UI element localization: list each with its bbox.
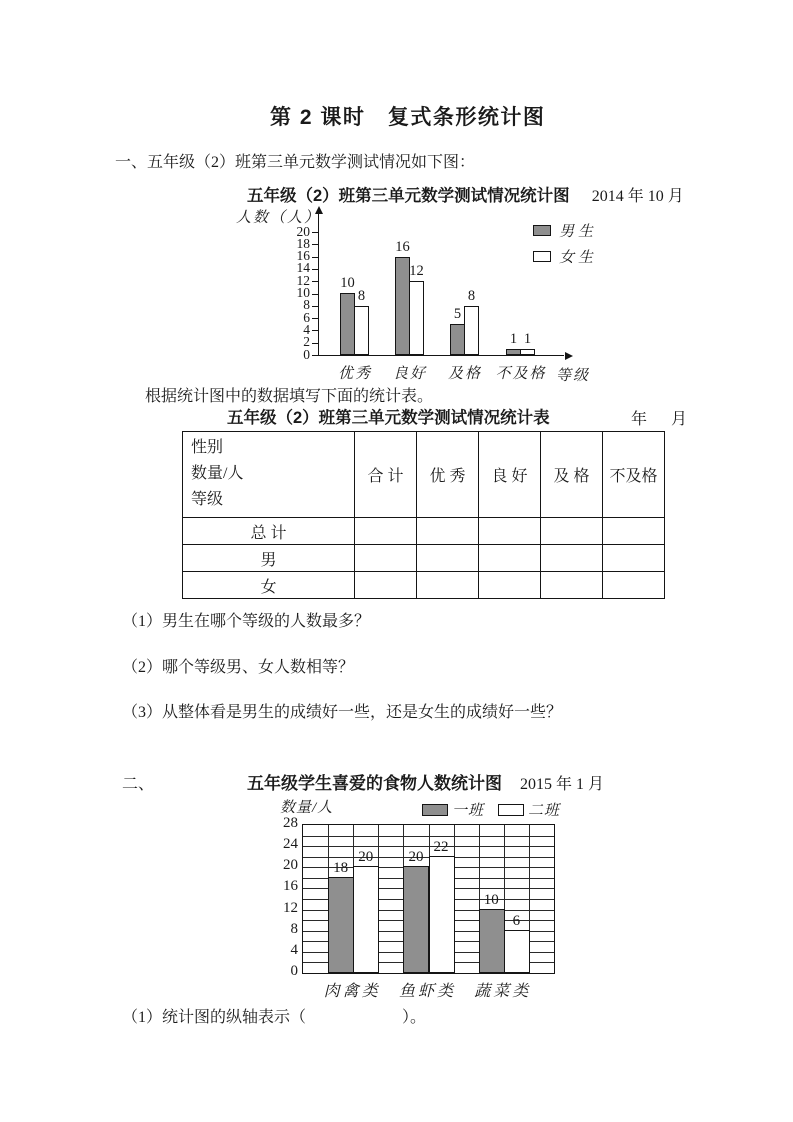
section2-label: 二、 [122, 776, 155, 793]
legend-swatch-icon [533, 251, 551, 262]
bar-一班-肉禽类 [328, 877, 354, 973]
bar-二班-蔬菜类 [504, 930, 530, 973]
y-axis-tick-label: 28 [283, 815, 298, 831]
x-category-label: 肉禽类 [323, 983, 381, 1000]
table-blank-cell [417, 518, 479, 545]
chart2-title: 五年级学生喜爱的食物人数统计图 [247, 774, 502, 793]
bar-value-label: 12 [409, 263, 424, 279]
table-column-header: 及 格 [541, 432, 603, 518]
chart1-date: 2014 年 10 月 [591, 188, 684, 205]
table-header-row [183, 432, 665, 518]
chart2-y-axis-title: 数量/人 [280, 800, 334, 816]
x-category-label: 及格 [447, 366, 482, 382]
y-axis-tick [312, 269, 318, 270]
y-axis-tick-label: 18 [296, 235, 310, 251]
y-axis-tick-label: 4 [303, 321, 310, 337]
y-axis-tick [312, 281, 318, 282]
bar-value-label: 8 [357, 288, 366, 304]
bar-value-label: 1 [523, 331, 532, 347]
table-blank-cell [603, 518, 665, 545]
x-category-label: 优秀 [337, 366, 372, 382]
table-blank-cell [603, 572, 665, 599]
chart1-title: 五年级（2）班第三单元数学测试情况统计图 [247, 187, 570, 205]
legend-swatch-icon [422, 804, 448, 816]
chart2-legend [422, 799, 570, 820]
bar-value-label: 8 [467, 288, 476, 304]
bar-女生-不及格 [520, 349, 535, 355]
table-blank-cell [541, 518, 603, 545]
y-axis-tick [312, 257, 318, 258]
table-corner-cell [183, 432, 355, 518]
x-category-label: 鱼虾类 [398, 983, 456, 1000]
bar-value-label: 5 [453, 306, 462, 322]
bar-value-label: 20 [358, 849, 374, 866]
chart2-plot-area [302, 824, 555, 974]
y-axis-tick [312, 355, 318, 356]
table-column-header: 不及格 [603, 432, 665, 518]
y-axis-tick-label: 8 [303, 297, 310, 313]
bar-value-label: 16 [395, 239, 410, 255]
x-category-label: 蔬菜类 [474, 983, 532, 1000]
y-axis-tick-label: 14 [296, 260, 310, 276]
chart2-title-row [247, 769, 604, 794]
bar-女生-良好 [409, 281, 424, 355]
legend-swatch-icon [498, 804, 524, 816]
corner-line: 性别 [191, 439, 224, 456]
y-axis-tick [312, 343, 318, 344]
table-blank-cell [355, 545, 417, 572]
y-axis-tick [312, 294, 318, 295]
bar-女生-及格 [464, 306, 479, 355]
page-title: 第 2 课时 复式条形统计图 [270, 106, 546, 129]
bar-男生-不及格 [506, 349, 521, 355]
table-blank-cell [479, 545, 541, 572]
bar-女生-优秀 [354, 306, 369, 355]
table-column-header: 优 秀 [417, 432, 479, 518]
y-axis-tick-label: 24 [283, 836, 298, 853]
table-blank-cell [541, 545, 603, 572]
table-blank-cell [417, 572, 479, 599]
table-blank-cell [541, 572, 603, 599]
y-axis-tick-label: 2 [303, 334, 310, 350]
x-axis-arrow-icon [565, 352, 573, 360]
table-row [183, 518, 665, 545]
table-blank-cell [479, 518, 541, 545]
chart2-bar-chart [270, 795, 600, 1025]
y-axis-tick-label: 8 [290, 920, 298, 937]
y-axis-tick [312, 330, 318, 331]
y-axis-line [318, 214, 319, 355]
y-axis-tick-label: 20 [296, 223, 310, 239]
table-row [183, 545, 665, 572]
table-title: 五年级（2）班第三单元数学测试情况统计表 [227, 409, 550, 427]
question-3: （3）从整体看是男生的成绩好一些，还是女生的成绩好一些？ [122, 704, 563, 721]
chart1-title-row [247, 182, 684, 206]
y-axis-tick-label: 12 [296, 272, 310, 288]
table-blank-cell [603, 545, 665, 572]
y-axis-tick-label: 20 [283, 857, 298, 874]
y-axis-tick-label: 4 [290, 941, 298, 958]
section1-intro: 一、五年级（2）班第三单元数学测试情况如下图： [115, 154, 476, 171]
bar-二班-肉禽类 [353, 866, 379, 973]
table-blank-cell [355, 572, 417, 599]
x-category-label: 不及格 [495, 366, 547, 382]
table-column-header: 合 计 [355, 432, 417, 518]
y-axis-tick [312, 306, 318, 307]
question-1: （1）男生在哪个等级的人数最多？ [122, 613, 371, 630]
table-row [183, 572, 665, 599]
stats-table [182, 431, 665, 599]
section2-question: （1）统计图的纵轴表示（ ）。 [122, 1009, 427, 1026]
bar-value-label: 1 [509, 331, 518, 347]
chart1-bar-chart [230, 206, 710, 391]
legend-label: 男生 [559, 224, 598, 240]
table-row-label: 男 [183, 545, 355, 572]
bar-一班-鱼虾类 [403, 866, 429, 973]
y-axis-tick-label: 12 [283, 899, 298, 916]
legend-swatch-icon [533, 225, 551, 236]
table-blank-cell [479, 572, 541, 599]
y-axis-tick-label: 0 [303, 346, 310, 362]
table-row-label: 女 [183, 572, 355, 599]
y-axis-tick [312, 232, 318, 233]
bar-value-label: 10 [483, 891, 499, 908]
legend-item [533, 220, 597, 241]
legend-item [533, 246, 597, 267]
bar-男生-及格 [450, 324, 465, 355]
bar-value-label: 6 [512, 912, 521, 929]
stats-table-host [182, 431, 665, 599]
x-axis-line [318, 355, 564, 356]
legend-label: 二班 [528, 803, 561, 819]
table-date-blank: 年 月 [631, 411, 692, 428]
table-blank-cell [417, 545, 479, 572]
table-column-header: 良 好 [479, 432, 541, 518]
bar-value-label: 10 [340, 275, 355, 291]
y-axis-tick-label: 16 [283, 878, 298, 895]
table-row-label: 总 计 [183, 518, 355, 545]
corner-line: 数量/人 [191, 465, 244, 482]
bar-value-label: 20 [408, 849, 424, 866]
corner-line: 等级 [191, 491, 224, 508]
bar-value-label: 22 [433, 838, 449, 855]
legend-label: 女生 [559, 250, 598, 266]
y-axis-tick-label: 0 [290, 963, 298, 979]
y-axis-tick-label: 16 [296, 248, 310, 264]
y-axis-tick-label: 10 [296, 285, 310, 300]
fill-instruction: 根据统计图中的数据填写下面的统计表。 [145, 388, 434, 405]
table-blank-cell [355, 518, 417, 545]
x-axis-title: 等级 [556, 368, 591, 384]
x-category-label: 良好 [392, 366, 427, 382]
y-axis-tick [312, 244, 318, 245]
legend-label: 一班 [452, 803, 485, 819]
chart2-date: 2015 年 1 月 [520, 776, 605, 793]
y-axis-tick [312, 318, 318, 319]
chart1-y-axis-title: 人数（人） [236, 210, 322, 226]
bar-二班-鱼虾类 [429, 856, 455, 973]
bar-value-label: 18 [333, 859, 349, 876]
table-title-row [227, 404, 550, 428]
y-axis-arrow-icon [315, 206, 323, 214]
y-axis-tick-label: 6 [303, 309, 310, 325]
question-2: （2）哪个等级男、女人数相等？ [122, 659, 355, 676]
chart1-legend [533, 220, 597, 267]
